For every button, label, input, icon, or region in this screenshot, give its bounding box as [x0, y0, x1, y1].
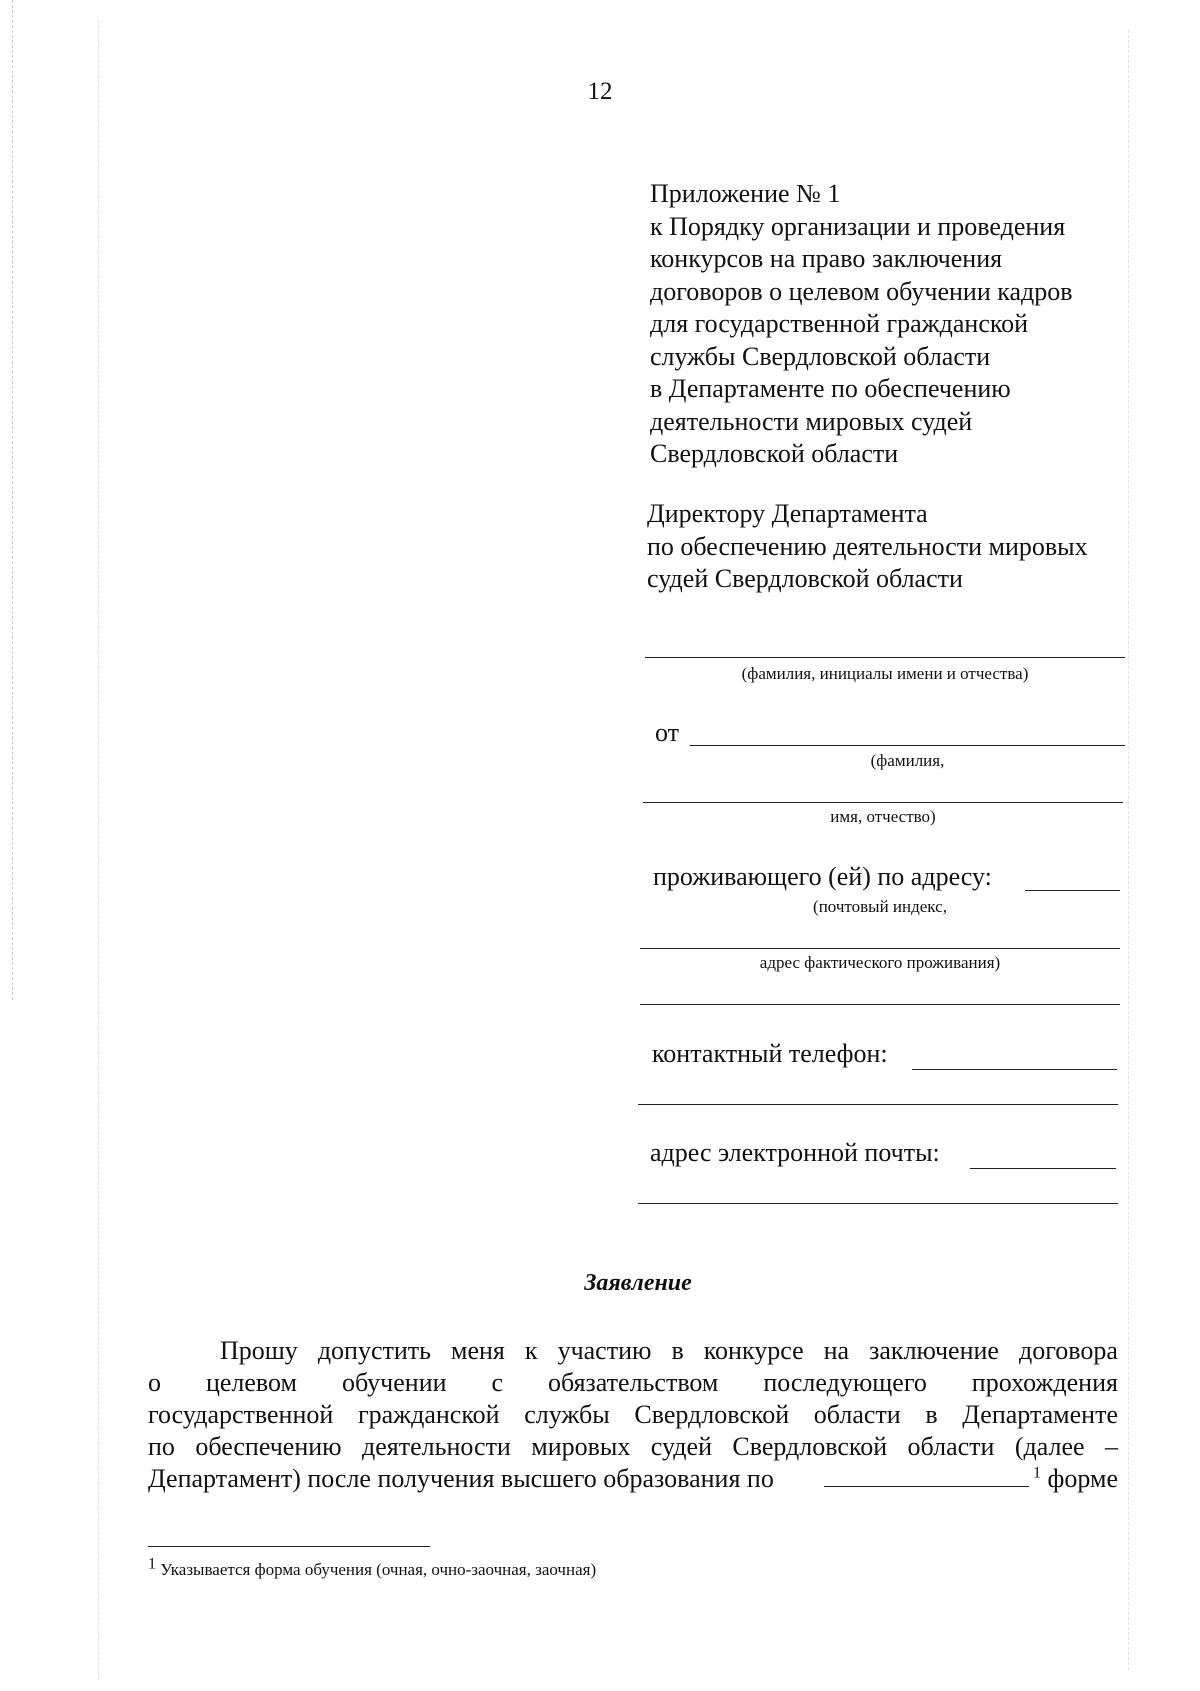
phone-field[interactable] [912, 1069, 1117, 1070]
address-line-field[interactable] [640, 948, 1120, 949]
word: в [925, 1400, 938, 1429]
word: – [1104, 1432, 1118, 1461]
annex-header [650, 178, 1073, 471]
annex-line: службы Свердловской области [650, 341, 991, 371]
word: Департаменте [962, 1400, 1118, 1429]
word: в [671, 1336, 684, 1365]
statement-line-2 [148, 1367, 1118, 1399]
address-label: проживающего (ей) по адресу: [653, 862, 992, 891]
statement-line-5 [148, 1463, 1118, 1495]
addressee-block [647, 498, 1088, 596]
word: Прошу [220, 1336, 298, 1365]
annex-line: деятельности мировых судей [650, 406, 973, 436]
word: прохождения [971, 1368, 1118, 1397]
footnote-marker: 1 [148, 1555, 156, 1573]
word: Свердловской [634, 1400, 790, 1429]
annex-line: договоров о целевом обучении кадров [650, 276, 1073, 306]
word: меня [451, 1336, 505, 1365]
director-name-field[interactable] [645, 657, 1125, 658]
statement-paragraph [148, 1335, 1118, 1495]
word: гражданской [357, 1400, 500, 1429]
from-surname-field[interactable] [690, 745, 1125, 746]
from-caption-name: имя, отчество) [830, 807, 936, 826]
scan-edge-left [12, 0, 14, 1000]
footnote [148, 1555, 597, 1580]
addressee-line: Директору Департамента [647, 499, 928, 528]
email-extra-field[interactable] [638, 1203, 1118, 1204]
word: о [148, 1368, 161, 1397]
statement-line-1 [148, 1335, 1118, 1367]
statement-line-5-tail [814, 1463, 1118, 1495]
director-name-caption: (фамилия, инициалы имени и отчества) [741, 664, 1029, 683]
address-caption-index: (почтовый индекс, [813, 897, 947, 916]
word: участию [557, 1336, 652, 1365]
word: Свердловской [732, 1432, 888, 1461]
word: государственной [148, 1400, 334, 1429]
word: судей [650, 1432, 712, 1461]
from-label: от [655, 718, 680, 747]
word: деятельности [362, 1432, 511, 1461]
word: области [813, 1400, 901, 1429]
word: области [907, 1432, 995, 1461]
word: последующего [763, 1368, 927, 1397]
word: конкурсе [703, 1336, 804, 1365]
annex-line: Приложение № 1 [650, 179, 841, 208]
phone-extra-field[interactable] [638, 1104, 1118, 1105]
word: форме [1047, 1464, 1118, 1493]
word: допустить [317, 1336, 431, 1365]
address-index-field[interactable] [1025, 890, 1120, 891]
word: обязательством [548, 1368, 719, 1397]
word: с [491, 1368, 504, 1397]
address-extra-field[interactable] [640, 1004, 1120, 1005]
word: мировых [531, 1432, 631, 1461]
word: заключение [869, 1336, 999, 1365]
address-caption-actual: адрес фактического проживания) [759, 953, 1001, 972]
word: службы [524, 1400, 610, 1429]
annex-line: конкурсов на право заключения [650, 244, 1003, 273]
scan-edge-left-inner [98, 20, 100, 1680]
annex-line: в Департаменте по обеспечению [650, 374, 1011, 403]
word: (далее [1014, 1432, 1085, 1461]
page-number: 12 [587, 78, 613, 105]
statement-line-3 [148, 1399, 1118, 1431]
word: к [524, 1336, 538, 1365]
annex-line: Свердловской области [650, 439, 899, 468]
statement-title: Заявление [584, 1270, 692, 1296]
email-label: адрес электронной почты: [650, 1138, 940, 1167]
word: по [148, 1432, 175, 1461]
scan-edge-right [1128, 30, 1130, 1670]
from-name-field[interactable] [643, 802, 1123, 803]
word: обучении [341, 1368, 447, 1397]
annex-line: к Порядку организации и проведения [650, 211, 1066, 241]
footnote-text: Указывается форма обучения (очная, очно-заочная, заочная) [160, 1560, 597, 1579]
annex-line: для государственной гражданской [650, 309, 1029, 338]
addressee-line: судей Свердловской области [647, 564, 963, 593]
statement-line-5-text: Департамент) после получения высшего образования по [148, 1464, 774, 1493]
study-form-field[interactable] [824, 1464, 1029, 1487]
statement-line-4 [148, 1431, 1118, 1463]
word: на [823, 1336, 850, 1365]
email-field[interactable] [970, 1168, 1116, 1169]
phone-label: контактный телефон: [652, 1039, 888, 1068]
addressee-line: по обеспечению деятельности мировых [647, 531, 1088, 561]
word: договора [1018, 1336, 1118, 1365]
word: целевом [205, 1368, 297, 1397]
word: обеспечению [195, 1432, 342, 1461]
from-caption-surname: (фамилия, [870, 751, 945, 770]
footnote-ref: 1 [1033, 1464, 1042, 1482]
footnote-separator [148, 1546, 430, 1547]
